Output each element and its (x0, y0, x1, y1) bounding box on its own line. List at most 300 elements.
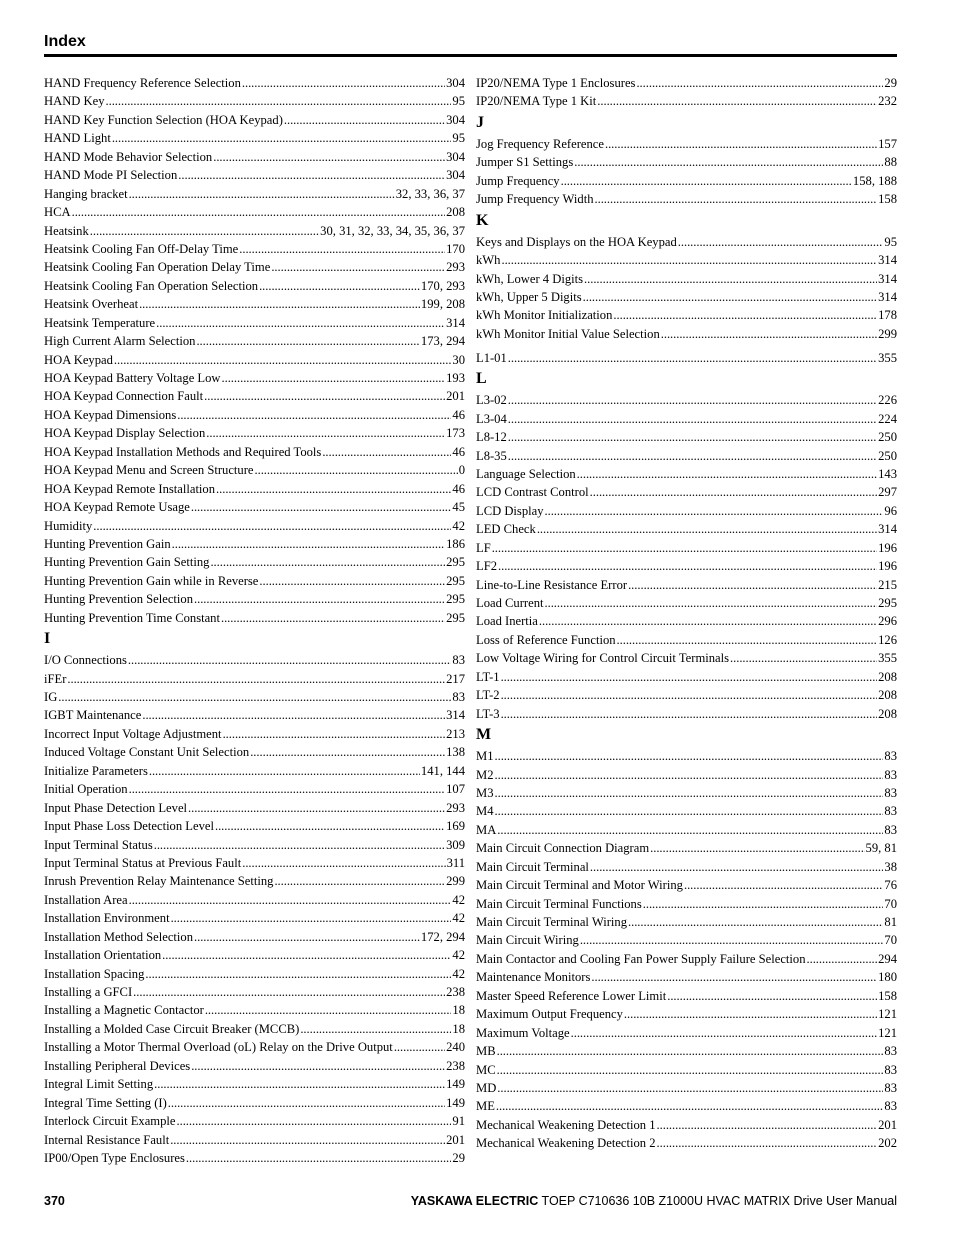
index-term: kWh, Lower 4 Digits (476, 271, 584, 286)
index-column-right (476, 74, 897, 1153)
dot-leader (495, 747, 884, 765)
index-entry (44, 1001, 465, 1019)
index-page-numbers[interactable]: 238 (446, 1058, 465, 1073)
dot-leader (168, 1094, 445, 1112)
index-term: HAND Mode PI Selection (44, 168, 178, 183)
index-page-numbers[interactable]: 83 (884, 785, 897, 800)
index-term: MB (476, 1044, 496, 1059)
index-page-numbers[interactable]: 295 (878, 596, 897, 610)
index-page-numbers[interactable]: 76 (884, 878, 897, 893)
dot-leader (154, 836, 445, 854)
dot-leader (129, 891, 452, 909)
index-page-numbers[interactable]: 83 (884, 1062, 897, 1077)
dot-leader (497, 821, 883, 839)
index-page-numbers[interactable]: 293 (446, 260, 465, 275)
index-term: Integral Limit Setting (44, 1077, 154, 1092)
index-page-numbers[interactable]: 42 (452, 948, 465, 963)
index-entry (44, 1038, 465, 1056)
index-page-numbers[interactable]: 314 (446, 315, 465, 330)
index-entry (476, 1061, 897, 1079)
index-term: Hanging bracket (44, 186, 128, 201)
index-page-numbers[interactable]: 157 (878, 136, 897, 151)
dot-leader (545, 502, 884, 520)
index-term: LED Check (476, 522, 536, 537)
dot-leader (90, 222, 319, 240)
index-entry (476, 270, 897, 288)
index-page-numbers[interactable]: 169 (446, 819, 465, 834)
index-term: IP20/NEMA Type 1 Kit (476, 94, 597, 109)
index-page-numbers[interactable]: 88 (884, 155, 897, 170)
dot-leader (196, 332, 419, 350)
dot-leader (661, 325, 877, 343)
index-entry (44, 780, 465, 798)
index-term: HOA Keypad Remote Installation (44, 481, 216, 496)
index-page-numbers[interactable]: 158 (878, 192, 897, 207)
index-page-numbers[interactable]: 201 (446, 1132, 465, 1147)
index-page-numbers[interactable]: 95 (884, 234, 897, 249)
dot-leader (730, 649, 877, 667)
dot-leader (250, 743, 445, 761)
index-page-numbers[interactable]: 304 (446, 112, 465, 127)
index-term: Heatsink Cooling Fan Off-Delay Time (44, 241, 239, 256)
dot-leader (112, 129, 452, 147)
index-entry (44, 222, 465, 240)
index-page-numbers[interactable]: 158 (878, 988, 897, 1003)
index-page-numbers[interactable]: 38 (884, 859, 897, 874)
index-entry (476, 288, 897, 306)
index-page-numbers[interactable]: 232 (878, 94, 897, 109)
index-term: Loss of Reference Function (476, 632, 616, 647)
index-term: Language Selection (476, 466, 576, 481)
dot-leader (300, 1020, 451, 1038)
index-term: Heatsink Overheat (44, 297, 139, 312)
index-entry (44, 295, 465, 313)
index-page-numbers[interactable]: 208 (446, 205, 465, 220)
index-page-numbers[interactable]: 158, 188 (852, 173, 897, 188)
index-entry (44, 369, 465, 387)
index-entry (44, 590, 465, 608)
index-term: HOA Keypad Menu and Screen Structure (44, 463, 254, 478)
dot-leader (213, 148, 445, 166)
index-page-numbers[interactable]: 309 (446, 837, 465, 852)
index-entry (476, 1079, 897, 1097)
index-page-numbers[interactable]: 208 (878, 669, 897, 684)
index-page-numbers[interactable]: 172, 294 (420, 929, 465, 944)
index-page-numbers[interactable]: 173 (446, 426, 465, 441)
dot-leader (628, 576, 877, 594)
index-page-numbers[interactable]: 250 (878, 448, 897, 463)
index-term: Low Voltage Wiring for Control Circuit Terminals (476, 651, 730, 666)
index-term: I/O Connections (44, 653, 127, 668)
dot-leader (595, 190, 878, 208)
index-term: HOA Keypad Display Selection (44, 426, 206, 441)
index-entry (476, 349, 897, 367)
index-term: Main Circuit Terminal (476, 859, 589, 874)
dot-leader (93, 517, 451, 535)
index-column-left (44, 74, 465, 1167)
index-page-numbers[interactable]: 91 (452, 1114, 465, 1129)
index-page-numbers[interactable]: 18 (452, 1003, 465, 1018)
index-term: L3-02 (476, 393, 507, 408)
index-page-numbers[interactable]: 295 (446, 573, 465, 588)
index-entry (44, 817, 465, 835)
index-page-numbers[interactable]: 83 (884, 1044, 897, 1059)
index-page-numbers[interactable]: 45 (452, 500, 465, 515)
index-entry (44, 406, 465, 424)
index-entry (476, 931, 897, 949)
dot-leader (643, 895, 884, 913)
index-page-numbers[interactable]: 294 (878, 951, 897, 966)
index-page-numbers[interactable]: 170, 293 (420, 278, 465, 293)
index-page-numbers[interactable]: 196 (878, 559, 897, 574)
dot-leader (492, 539, 877, 557)
dot-leader (495, 766, 884, 784)
index-term: Mechanical Weakening Detection 1 (476, 1117, 656, 1132)
index-entry (44, 387, 465, 405)
index-entry (476, 92, 897, 110)
index-entry (44, 854, 465, 872)
index-entry (476, 153, 897, 171)
index-entry (44, 670, 465, 688)
index-page-numbers[interactable]: 30, 31, 32, 33, 34, 35, 36, 37 (320, 223, 465, 238)
index-entry (44, 424, 465, 442)
dot-leader (591, 968, 877, 986)
index-page-numbers[interactable]: 213 (446, 726, 465, 741)
dot-leader (605, 135, 877, 153)
dot-leader (497, 1079, 883, 1097)
index-term: Hunting Prevention Time Constant (44, 610, 220, 625)
index-term: HOA Keypad Dimensions (44, 407, 177, 422)
footer-page-number: 370 (44, 1194, 65, 1208)
footer-brand: YASKAWA ELECTRIC (410, 1194, 539, 1208)
index-entry (44, 928, 465, 946)
index-entry (44, 609, 465, 627)
dot-leader (613, 306, 877, 324)
index-page-numbers[interactable]: 238 (446, 985, 465, 999)
dot-leader (188, 799, 445, 817)
dot-leader (221, 609, 445, 627)
index-page-numbers[interactable]: 83 (884, 822, 897, 837)
index-page-numbers[interactable]: 180 (878, 970, 897, 985)
index-page-numbers[interactable]: 314 (446, 708, 465, 723)
index-page-numbers[interactable]: 314 (878, 253, 897, 268)
index-term: IGBT Maintenance (44, 708, 142, 723)
dot-leader (149, 762, 420, 780)
index-page-numbers[interactable]: 59, 81 (865, 841, 897, 856)
index-page-numbers[interactable]: 193 (446, 371, 465, 385)
index-page-numbers[interactable]: 299 (878, 326, 897, 341)
index-page-numbers[interactable]: 46 (452, 444, 465, 459)
index-page-numbers[interactable]: 224 (878, 411, 897, 426)
index-page-numbers[interactable]: 311 (446, 855, 465, 870)
index-entry (44, 277, 465, 295)
index-section-letter: M (476, 726, 492, 744)
index-entry (476, 968, 897, 986)
index-page-numbers[interactable]: 46 (452, 481, 465, 496)
index-page-numbers[interactable]: 46 (452, 407, 465, 422)
index-page-numbers[interactable]: 83 (884, 1099, 897, 1114)
index-term: L8-35 (476, 448, 507, 463)
index-page-numbers[interactable]: 30 (452, 352, 465, 367)
index-page-numbers[interactable]: 226 (878, 393, 897, 408)
index-entry (476, 668, 897, 686)
dot-leader (145, 965, 451, 983)
index-page-numbers[interactable]: 173, 294 (420, 334, 465, 349)
index-term: Keys and Displays on the HOA Keypad (476, 234, 677, 249)
index-page-numbers[interactable]: 304 (446, 168, 465, 183)
index-term: HOA Keypad Connection Fault (44, 389, 204, 404)
index-page-numbers[interactable]: 42 (452, 892, 465, 907)
dot-leader (807, 950, 878, 968)
index-entry (476, 576, 897, 594)
dot-leader (129, 780, 446, 798)
index-term: HOA Keypad Remote Usage (44, 500, 190, 515)
index-page-numbers[interactable]: 96 (884, 503, 897, 518)
dot-leader (624, 1005, 877, 1023)
index-entry (476, 895, 897, 913)
dot-leader (162, 946, 451, 964)
index-page-numbers[interactable]: 201 (446, 389, 465, 404)
index-term: HOA Keypad Installation Methods and Required Tools (44, 444, 322, 459)
index-entry (44, 553, 465, 571)
index-page-numbers[interactable]: 70 (884, 933, 897, 948)
index-page-numbers[interactable]: 217 (446, 671, 465, 686)
index-page-numbers[interactable]: 42 (452, 911, 465, 926)
index-term: MA (476, 822, 497, 837)
index-page-numbers[interactable]: 240 (446, 1040, 465, 1055)
dot-leader (129, 185, 395, 203)
index-section-letter: I (44, 630, 51, 648)
index-page-numbers[interactable]: 29 (452, 1150, 465, 1165)
index-page-numbers[interactable]: 199, 208 (420, 297, 465, 312)
index-entry (476, 1097, 897, 1115)
dot-leader (667, 987, 877, 1005)
index-page-numbers[interactable]: 170 (446, 241, 465, 256)
index-page-numbers[interactable]: 297 (878, 485, 897, 500)
index-entry (476, 325, 897, 343)
index-entry (44, 240, 465, 258)
dot-leader (577, 465, 877, 483)
index-term: M1 (476, 749, 494, 764)
index-entry (476, 631, 897, 649)
index-page-numbers[interactable]: 250 (878, 430, 897, 445)
index-entry (476, 465, 897, 483)
index-term: Installation Method Selection (44, 929, 193, 944)
index-term: Initialize Parameters (44, 763, 148, 778)
index-page-numbers[interactable]: 296 (878, 614, 897, 629)
index-page-numbers[interactable]: 215 (878, 577, 897, 592)
index-page-numbers[interactable]: 304 (446, 76, 465, 90)
index-page-numbers[interactable]: 0 (458, 463, 465, 478)
index-page-numbers[interactable]: 355 (878, 651, 897, 666)
index-page-numbers[interactable]: 95 (452, 94, 465, 109)
index-page-numbers[interactable]: 304 (446, 149, 465, 164)
index-entry (476, 483, 897, 501)
dot-leader (495, 802, 884, 820)
index-page-numbers[interactable]: 208 (878, 706, 897, 721)
index-term: Hunting Prevention Selection (44, 592, 194, 607)
index-page-numbers[interactable]: 196 (878, 540, 897, 555)
index-entry (44, 443, 465, 461)
index-entry (44, 1020, 465, 1038)
dot-leader (539, 612, 877, 630)
index-page-numbers[interactable]: 314 (878, 289, 897, 304)
dot-leader (584, 270, 877, 288)
index-page-numbers[interactable]: 293 (446, 800, 465, 815)
dot-leader (191, 1057, 445, 1075)
index-term: HAND Key (44, 94, 105, 109)
dot-leader (508, 428, 877, 446)
dot-leader (186, 1149, 452, 1167)
index-term: Heatsink (44, 223, 89, 238)
index-entry (476, 913, 897, 931)
index-term: IP20/NEMA Type 1 Enclosures (476, 76, 636, 90)
index-page-numbers[interactable]: 299 (446, 874, 465, 889)
dot-leader (216, 480, 451, 498)
index-page-numbers[interactable]: 186 (446, 536, 465, 551)
index-page-numbers[interactable]: 295 (446, 555, 465, 570)
index-page-numbers[interactable]: 178 (878, 308, 897, 323)
dot-leader (590, 858, 883, 876)
dot-leader (255, 461, 458, 479)
index-term: Integral Time Setting (I) (44, 1095, 167, 1110)
index-page-numbers[interactable]: 29 (884, 76, 897, 90)
index-term: iFEr (44, 671, 67, 686)
index-term: Mechanical Weakening Detection 2 (476, 1136, 656, 1151)
page-header-title: Index (44, 33, 86, 50)
index-page-numbers[interactable]: 121 (878, 1025, 897, 1040)
index-entry (44, 129, 465, 147)
dot-leader (571, 1024, 877, 1042)
dot-leader (154, 1075, 445, 1093)
index-page-numbers[interactable]: 18 (452, 1021, 465, 1036)
dot-leader (501, 705, 878, 723)
index-page-numbers[interactable]: 42 (452, 966, 465, 981)
index-page-numbers[interactable]: 32, 33, 36, 37 (395, 186, 465, 201)
index-entry (476, 858, 897, 876)
dot-leader (259, 277, 420, 295)
index-page-numbers[interactable]: 83 (884, 767, 897, 782)
index-entry (476, 447, 897, 465)
index-entry (476, 410, 897, 428)
index-page-numbers[interactable]: 141, 144 (420, 763, 465, 778)
dot-leader (106, 92, 452, 110)
index-entry (44, 185, 465, 203)
index-page-numbers[interactable]: 201 (878, 1117, 897, 1132)
index-page-numbers[interactable]: 295 (446, 610, 465, 625)
index-entry (44, 572, 465, 590)
index-page-numbers[interactable]: 83 (884, 804, 897, 819)
index-page-numbers[interactable]: 70 (884, 896, 897, 911)
index-entry (44, 891, 465, 909)
dot-leader (171, 909, 452, 927)
index-entry (44, 461, 465, 479)
dot-leader (590, 483, 877, 501)
dot-leader (177, 1112, 452, 1130)
index-term: LT-2 (476, 688, 500, 703)
index-entry (476, 876, 897, 894)
dot-leader (204, 387, 445, 405)
dot-leader (561, 172, 852, 190)
index-entry (476, 502, 897, 520)
index-page-numbers[interactable]: 202 (878, 1136, 897, 1151)
index-page-numbers[interactable]: 83 (452, 653, 465, 668)
index-term: LT-1 (476, 669, 500, 684)
index-entry (44, 314, 465, 332)
dot-leader (58, 688, 451, 706)
index-term: Installing a Motor Thermal Overload (oL) Relay on the Drive Output (44, 1040, 393, 1055)
index-page-numbers[interactable]: 355 (878, 350, 897, 365)
index-term: Jog Frequency Reference (476, 136, 604, 151)
dot-leader (172, 535, 445, 553)
index-term: Maintenance Monitors (476, 970, 591, 985)
index-term: Jumper S1 Settings (476, 155, 574, 170)
index-page-numbers[interactable]: 121 (878, 1007, 897, 1022)
index-entry (476, 821, 897, 839)
index-entry (476, 233, 897, 251)
dot-leader (242, 854, 445, 872)
index-entry (44, 258, 465, 276)
dot-leader (597, 92, 877, 110)
index-term: Heatsink Temperature (44, 315, 156, 330)
index-page-numbers[interactable]: 295 (446, 592, 465, 607)
dot-leader (508, 447, 877, 465)
dot-leader (259, 572, 445, 590)
index-page-numbers[interactable]: 143 (878, 466, 897, 481)
index-entry (476, 686, 897, 704)
dot-leader (508, 349, 877, 367)
index-entry (476, 391, 897, 409)
index-term: Main Circuit Wiring (476, 933, 579, 948)
index-page-numbers[interactable]: 149 (446, 1077, 465, 1092)
index-term: Jump Frequency (476, 173, 560, 188)
index-term: Interlock Circuit Example (44, 1114, 176, 1129)
index-page-numbers[interactable]: 83 (884, 749, 897, 764)
index-entry (476, 251, 897, 269)
index-term: Main Circuit Connection Diagram (476, 841, 650, 856)
dot-leader (508, 410, 877, 428)
index-page-numbers[interactable]: 138 (446, 745, 465, 760)
index-entry (44, 203, 465, 221)
index-page-numbers[interactable]: 107 (446, 782, 465, 797)
index-page-numbers[interactable]: 81 (884, 915, 897, 929)
index-term: Master Speed Reference Lower Limit (476, 988, 667, 1003)
index-entry (44, 535, 465, 553)
index-term: HOA Keypad (44, 352, 113, 367)
index-entry (476, 747, 897, 765)
index-page-numbers[interactable]: 83 (884, 1080, 897, 1095)
index-term: Incorrect Input Voltage Adjustment (44, 726, 222, 741)
index-entry (44, 74, 465, 92)
index-page-numbers[interactable]: 83 (452, 690, 465, 704)
index-page-numbers[interactable]: 208 (878, 688, 897, 703)
index-page-numbers[interactable]: 95 (452, 131, 465, 146)
dot-leader (114, 351, 452, 369)
index-term: Installation Orientation (44, 948, 162, 963)
index-page-numbers[interactable]: 314 (878, 522, 897, 537)
dot-leader (170, 1131, 445, 1149)
index-page-numbers[interactable]: 42 (452, 518, 465, 533)
index-term: Installation Environment (44, 911, 170, 926)
index-term: Maximum Voltage (476, 1025, 570, 1040)
index-page-numbers[interactable]: 149 (446, 1095, 465, 1110)
index-term: Installation Spacing (44, 966, 145, 981)
index-entry (476, 1024, 897, 1042)
index-page-numbers[interactable]: 126 (878, 632, 897, 647)
index-entry (44, 332, 465, 350)
index-page-numbers[interactable]: 314 (878, 271, 897, 286)
index-entry (476, 1134, 897, 1152)
